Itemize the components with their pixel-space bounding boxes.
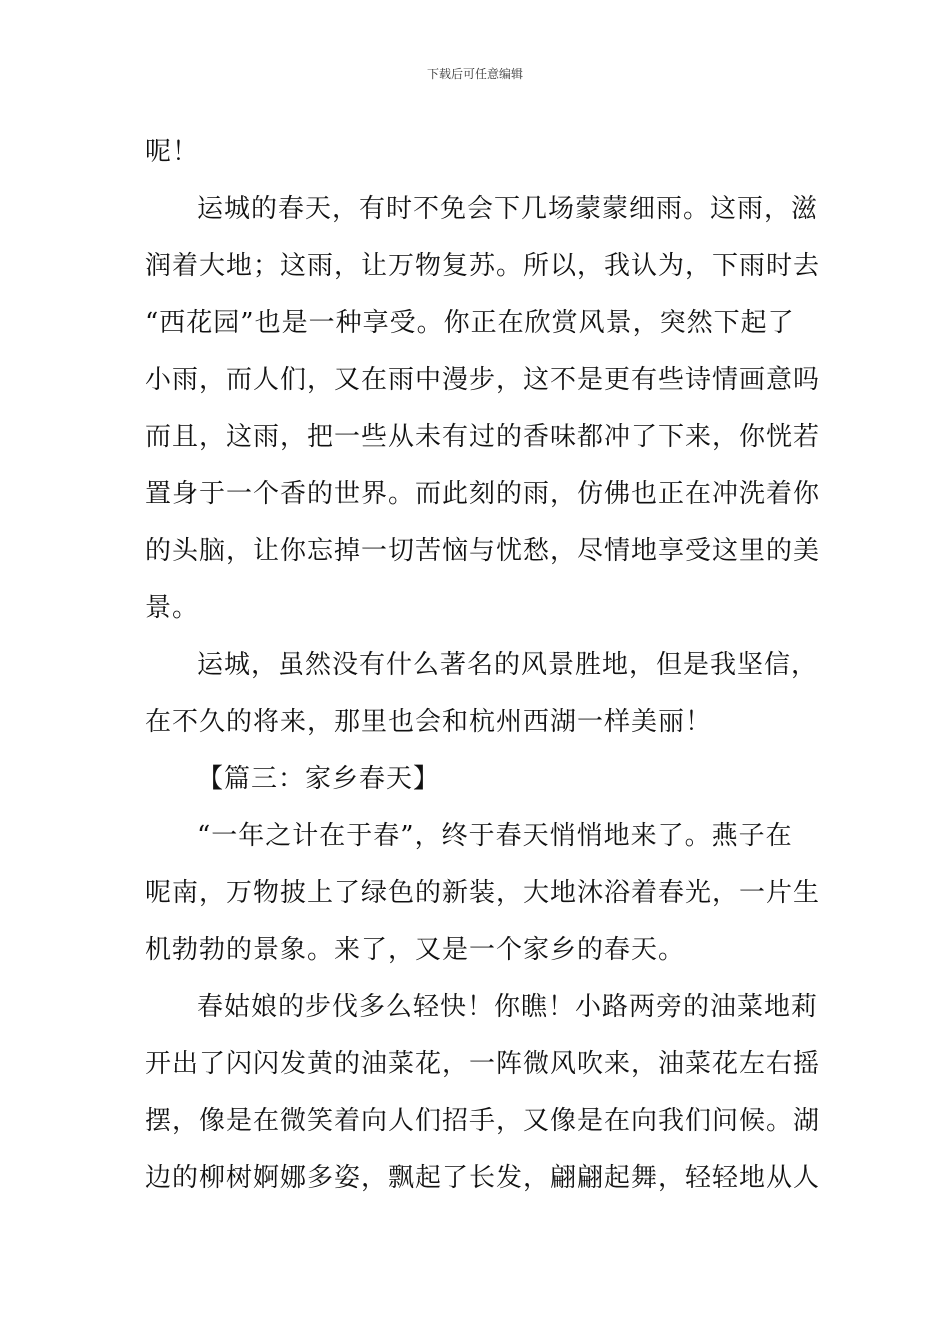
text-line: 润着大地；这雨，让万物复苏。所以，我认为，下雨时去: [145, 251, 821, 281]
text-line: 运城的春天，有时不免会下几场蒙蒙细雨。这雨，滋: [197, 194, 819, 224]
text-line: 春姑娘的步伐多么轻快！你瞧！小路两旁的油菜地莉: [197, 992, 819, 1022]
text-line: 【篇三：家乡春天】: [197, 764, 441, 794]
text-line: “西花园”也是一种享受。你正在欣赏风景，突然下起了: [145, 308, 795, 338]
document-body: [145, 130, 821, 1213]
text-line: 运城，虽然没有什么著名的风景胜地，但是我坚信，: [197, 650, 819, 680]
text-line: 呢！: [145, 137, 200, 167]
text-line: 在不久的将来，那里也会和杭州西湖一样美丽！: [145, 707, 713, 737]
text-line: 机勃勃的景象。来了，又是一个家乡的春天。: [145, 935, 686, 965]
text-line: 摆，像是在微笑着向人们招手，又像是在向我们问候。湖: [145, 1106, 821, 1136]
text-line: 而且，这雨，把一些从未有过的香味都冲了下来，你恍若: [145, 422, 821, 452]
text-line: 开出了闪闪发黄的油菜花，一阵微风吹来，油菜花左右摇: [145, 1049, 821, 1079]
text-line: “一年之计在于春”，终于春天悄悄地来了。燕子在: [197, 821, 793, 851]
page-header: 下载后可任意编辑: [426, 67, 523, 81]
text-line: 小雨，而人们，又在雨中漫步，这不是更有些诗情画意吗: [145, 365, 821, 395]
text-line: 的头脑，让你忘掉一切苦恼与忧愁，尽情地享受这里的美: [145, 536, 821, 566]
text-line: 景。: [145, 593, 200, 623]
text-line: 呢南，万物披上了绿色的新装，大地沐浴着春光，一片生: [145, 878, 821, 908]
text-line: 置身于一个香的世界。而此刻的雨，仿佛也正在冲洗着你: [145, 479, 821, 509]
text-line: 边的柳树婀娜多姿，飘起了长发，翩翩起舞，轻轻地从人: [145, 1163, 821, 1193]
